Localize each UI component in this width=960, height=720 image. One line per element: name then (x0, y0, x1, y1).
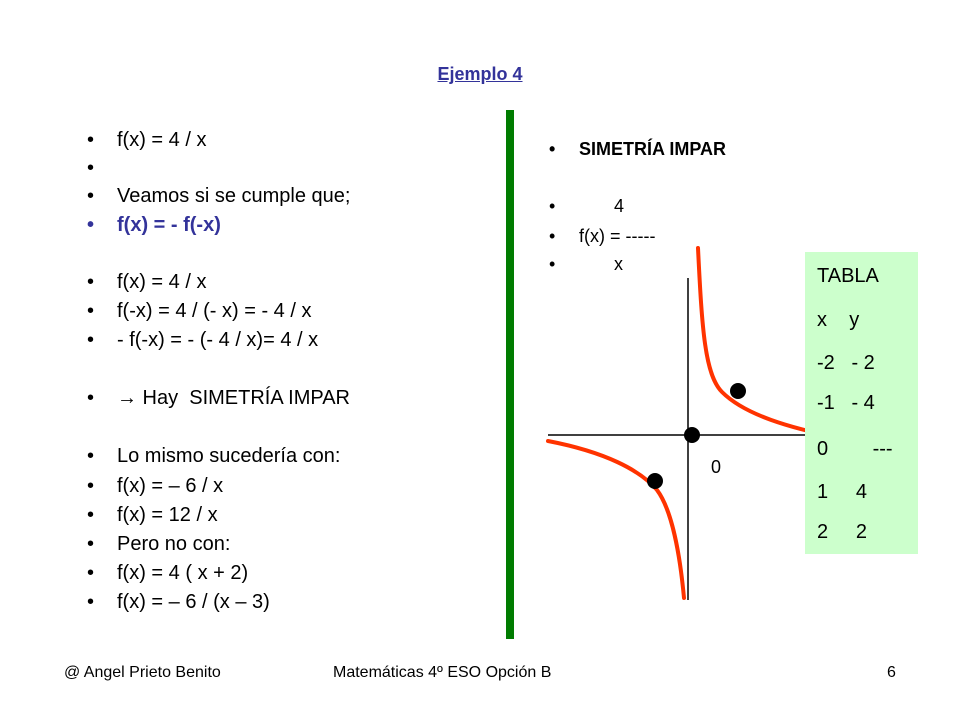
point-marker (684, 427, 700, 443)
table-title: TABLA (817, 265, 879, 287)
table-header: x y (817, 309, 860, 331)
table-row: 2 2 (817, 521, 868, 543)
bullet-icon: • (87, 129, 95, 151)
footer-author: @ Angel Prieto Benito (64, 664, 221, 681)
bullet-icon: • (87, 214, 95, 236)
bullet-text: f(x) = ----- (579, 226, 656, 246)
bullet-text: f(x) = 4 / x (117, 129, 207, 151)
point-marker (730, 383, 746, 399)
bullet-text: f(x) = – 6 / x (117, 475, 224, 497)
bullet-text: - f(-x) = - (- 4 / x)= 4 / x (117, 329, 319, 351)
bullet-icon: • (87, 533, 95, 555)
footer-course: Matemáticas 4º ESO Opción B (333, 664, 552, 681)
table-row: 0 --- (817, 438, 893, 460)
point-marker (647, 473, 663, 489)
value-table (805, 252, 918, 554)
bullet-icon: • (87, 475, 95, 497)
table-row: -1 - 4 (817, 392, 875, 414)
bullet-icon: • (549, 254, 556, 274)
bullet-text: → Hay SIMETRÍA IMPAR (117, 387, 350, 409)
bullet-icon: • (549, 139, 556, 159)
bullet-icon: • (87, 185, 95, 207)
bullet-icon: • (87, 300, 95, 322)
table-row: 1 4 (817, 481, 868, 503)
bullet-text: f(x) = 4 ( x + 2) (117, 562, 249, 584)
bullet-icon: • (87, 157, 95, 179)
bullet-text: Pero no con: (117, 533, 231, 555)
bullet-icon: • (87, 271, 95, 293)
bullet-icon: • (87, 445, 95, 467)
bullet-text: Lo mismo sucedería con: (117, 445, 341, 467)
bullet-text: f(x) = 12 / x (117, 504, 218, 526)
bullet-text: SIMETRÍA IMPAR (579, 139, 726, 159)
origin-label: 0 (711, 457, 722, 477)
bullet-text: 4 (579, 196, 625, 216)
bullet-text: x (579, 254, 624, 274)
curve-branch-negative (548, 441, 684, 598)
bullet-icon: • (87, 504, 95, 526)
bullet-text: f(x) = – 6 / (x – 3) (117, 591, 270, 613)
bullet-text: Veamos si se cumple que; (117, 185, 351, 207)
footer-page-number: 6 (887, 664, 896, 681)
bullet-icon: • (549, 196, 556, 216)
bullet-text: f(x) = 4 / x (117, 271, 207, 293)
bullet-icon: • (87, 387, 95, 409)
table-row: -2 - 2 (817, 352, 875, 374)
bullet-text: f(-x) = 4 / (- x) = - 4 / x (117, 300, 312, 322)
bullet-icon: • (87, 562, 95, 584)
slide-title: Ejemplo 4 (437, 64, 523, 84)
bullet-text: f(x) = - f(-x) (117, 214, 221, 236)
bullet-icon: • (87, 329, 95, 351)
bullet-icon: • (549, 226, 556, 246)
bullet-icon: • (87, 591, 95, 613)
